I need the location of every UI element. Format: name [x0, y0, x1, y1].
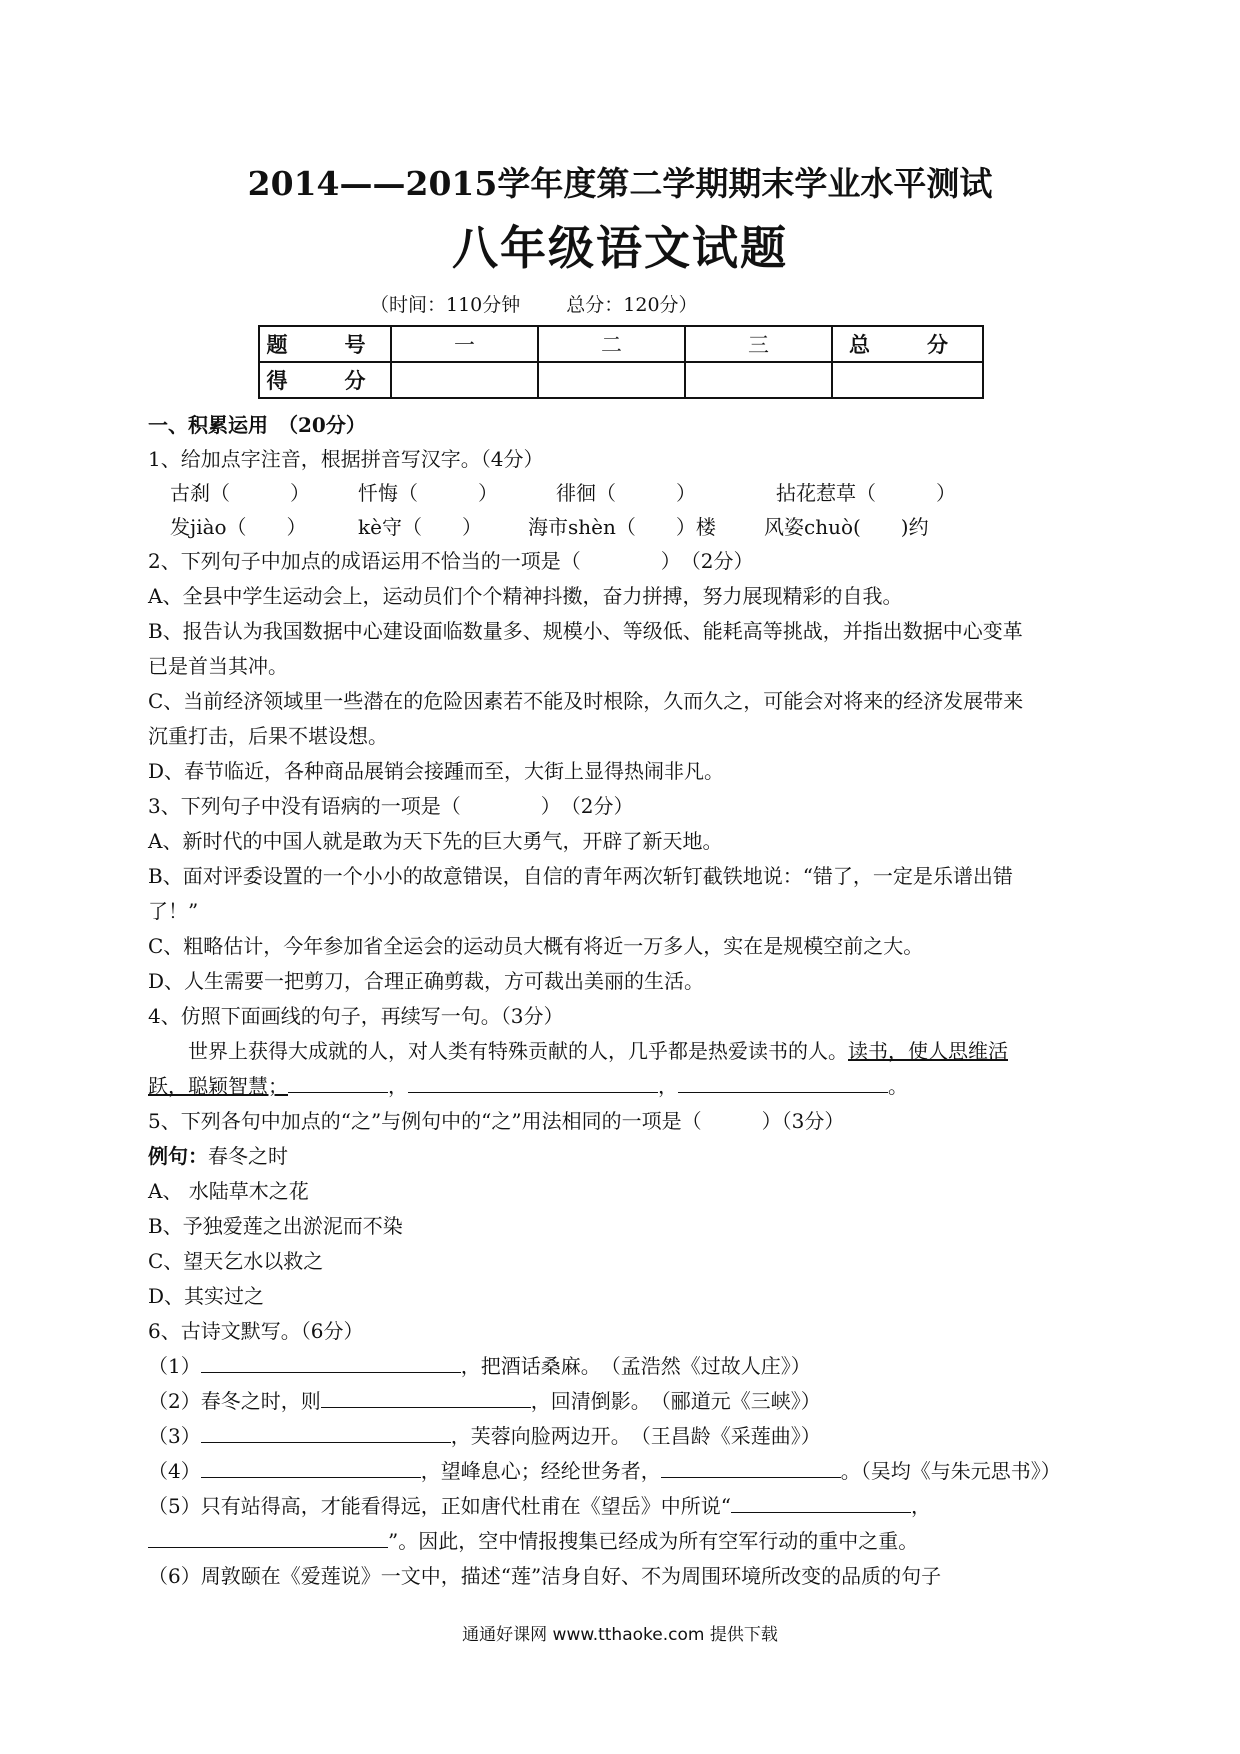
score-input-2[interactable]	[538, 362, 685, 398]
q5-option-d: D、其实过之	[148, 1284, 265, 1308]
q5-option-c: C、望天乞水以救之	[148, 1249, 324, 1273]
q1-stem: 1、给加点字注音，根据拼音写汉字。（4分）	[148, 447, 544, 471]
q3-option-b: B、面对评委设置的一个小小的故意错误，自信的青年两次斩钉截铁地说：“错了，一定是乐谱出错	[148, 864, 1013, 888]
q1-row2	[170, 512, 1120, 542]
score-table-header-row	[259, 326, 983, 362]
score-table	[258, 325, 984, 399]
q6-item-text: （5）只有站得高，才能看得远，正如唐代杜甫在《望岳》中所说“	[148, 1494, 731, 1518]
cell-part-2: 二	[538, 326, 685, 362]
q2-option-d: D、春节临近，各种商品展销会接踵而至，大街上显得热闹非凡。	[148, 759, 725, 783]
q6-item-number: （3）	[148, 1424, 201, 1448]
q6-item-text: ，芙蓉向脸两边开。 （王昌龄《采莲曲》）	[450, 1424, 821, 1448]
q1-item: 忏悔（ ）	[358, 481, 498, 505]
q4-answer-line	[148, 1071, 1098, 1101]
q3-stem: 3、下列句子中没有语病的一项是（ ） （2分）	[148, 794, 634, 818]
q1-row1	[170, 478, 1120, 508]
cell-question-number: 题 号	[259, 326, 391, 362]
q4-text	[148, 1036, 1098, 1066]
total-score: 总分：120分）	[566, 294, 698, 316]
q6-blank-5b[interactable]	[148, 1529, 388, 1548]
q6-blank-4b[interactable]	[661, 1459, 841, 1478]
q6-item-5-cont	[148, 1526, 1098, 1556]
q2-option-b-cont: 已是首当其冲。	[148, 654, 288, 678]
section-1-heading: 一、积累运用 （20分）	[148, 413, 366, 437]
cell-score-label: 得 分	[259, 362, 391, 398]
q4-stem: 4、仿照下面画线的句子，再续写一句。（3分）	[148, 1004, 564, 1028]
q6-item-text: ，望峰息心；经纶世务者，	[420, 1459, 661, 1483]
q6-item-text: ，把酒话桑麻。 （孟浩然《过故人庄》）	[460, 1354, 811, 1378]
q1-item: 风姿chuò( )约	[764, 515, 929, 539]
q6-blank-2[interactable]	[321, 1389, 531, 1408]
score-table-score-row	[259, 362, 983, 398]
cell-part-1: 一	[391, 326, 538, 362]
q3-option-b-cont: 了！”	[148, 899, 199, 923]
q3-option-d: D、人生需要一把剪刀，合理正确剪裁，方可裁出美丽的生活。	[148, 969, 705, 993]
score-input-total[interactable]	[832, 362, 983, 398]
q6-item-6: （6）周敦颐在《爱莲说》一文中，描述“莲”洁身自好、不为周围环境所改变的品质的句子	[148, 1564, 942, 1588]
q5-example-label: 例句：	[148, 1144, 208, 1168]
q5-stem: 5、下列各句中加点的“之”与例句中的“之”用法相同的一项是（ ）（3分）	[148, 1109, 845, 1133]
exam-title: 2014——2015学年度第二学期期末学业水平测试	[247, 164, 993, 203]
q4-underlined-sentence: 读书，使人思维活	[848, 1039, 1008, 1063]
q2-option-c: C、当前经济领域里一些潜在的危险因素若不能及时根除，久而久之，可能会对将来的经济发展带来	[148, 689, 1024, 713]
q6-item-1	[148, 1351, 1098, 1381]
q6-blank-1[interactable]	[201, 1354, 461, 1373]
q6-item-text: ”。因此，空中情报搜集已经成为所有空军行动的重中之重。	[388, 1529, 919, 1553]
q5-option-b: B、予独爱莲之出淤泥而不染	[148, 1214, 403, 1238]
q1-item: 古刹（ ）	[170, 481, 310, 505]
q6-blank-4a[interactable]	[201, 1459, 421, 1478]
q6-stem: 6、古诗文默写。（6分）	[148, 1319, 364, 1343]
q6-item-5	[148, 1491, 1098, 1521]
q6-item-number: （1）	[148, 1354, 201, 1378]
q4-blank-3[interactable]	[678, 1074, 888, 1093]
q6-item-number: （4）	[148, 1459, 201, 1483]
q1-item: 拈花惹草（ ）	[776, 481, 956, 505]
q1-item: 徘徊（ ）	[556, 481, 696, 505]
q2-option-b: B、报告认为我国数据中心建设面临数量多、规模小、等级低、能耗高等挑战，并指出数据中心变革	[148, 619, 1023, 643]
page-footer: 通通好课网 www.tthaoke.com 提供下载	[462, 1625, 778, 1645]
q4-end: 。	[888, 1074, 908, 1098]
q2-option-c-cont: 沉重打击，后果不堪设想。	[148, 724, 388, 748]
q4-sep: ，	[388, 1074, 408, 1098]
time-limit: （时间：110分钟	[370, 294, 521, 316]
q6-blank-3[interactable]	[201, 1424, 451, 1443]
cell-total: 总 分	[832, 326, 983, 362]
q6-blank-5a[interactable]	[731, 1494, 911, 1513]
q2-stem: 2、下列句子中加点的成语运用不恰当的一项是（ ） （2分）	[148, 549, 754, 573]
q6-item-4	[148, 1456, 1098, 1486]
q3-option-a: A、新时代的中国人就是敢为天下先的巨大勇气，开辟了新天地。	[148, 829, 723, 853]
q5-example	[148, 1141, 1098, 1171]
exam-subtitle: 八年级语文试题	[452, 221, 788, 275]
q2-option-a: A、全县中学生运动会上，运动员们个个精神抖擞，奋力拼搏，努力展现精彩的自我。	[148, 584, 903, 608]
q3-option-c: C、粗略估计，今年参加省全运会的运动员大概有将近一万多人，实在是规模空前之大。	[148, 934, 924, 958]
q4-blank-1[interactable]	[288, 1074, 388, 1093]
exam-time-info	[370, 290, 744, 317]
q1-item: 海市shèn（ ）楼	[528, 515, 716, 539]
q6-item-text: ，	[910, 1494, 931, 1518]
q6-item-text: ，回清倒影。 （郦道元《三峡》）	[530, 1389, 821, 1413]
q4-blank-2[interactable]	[408, 1074, 658, 1093]
score-input-3[interactable]	[685, 362, 832, 398]
q6-item-3	[148, 1421, 1098, 1451]
q6-item-2	[148, 1386, 1098, 1416]
q5-option-a: A、 水陆草木之花	[148, 1179, 309, 1203]
q1-item: 发jiào（ ）	[170, 515, 307, 539]
q1-item: kè守（ ）	[358, 515, 482, 539]
cell-part-3: 三	[685, 326, 832, 362]
q6-item-text: （2）春冬之时，则	[148, 1389, 321, 1413]
q4-underlined-sentence-cont: 跃，聪颖智慧；	[148, 1074, 288, 1098]
q4-sep: ，	[658, 1074, 678, 1098]
score-input-1[interactable]	[391, 362, 538, 398]
q5-example-text: 春冬之时	[208, 1144, 288, 1168]
q6-item-text: 。（吴均《与朱元思书》）	[840, 1459, 1061, 1483]
q4-text-plain: 世界上获得大成就的人，对人类有特殊贡献的人，几乎都是热爱读书的人。	[148, 1039, 848, 1063]
